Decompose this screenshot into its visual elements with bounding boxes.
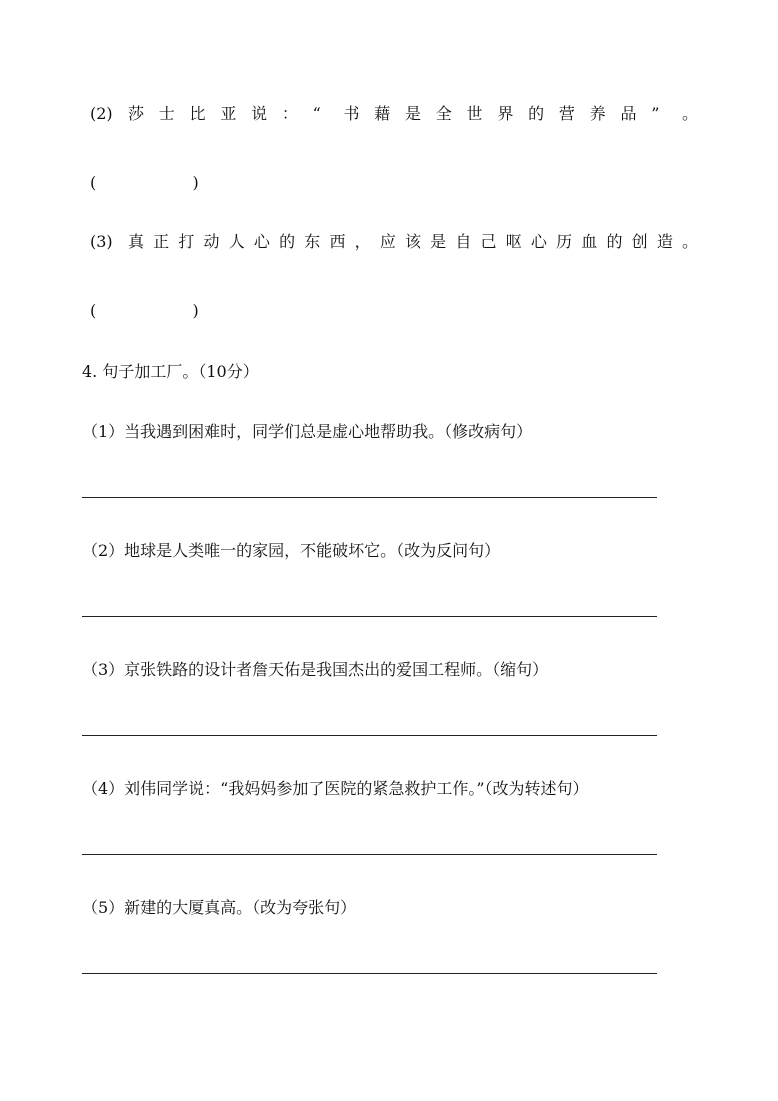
answer-line-4[interactable] [82, 854, 657, 855]
sentence-char: 是 [405, 104, 422, 123]
sentence-char: 是 [430, 232, 447, 251]
sentence-char: 真 [128, 232, 145, 251]
sentence-char: 书 [343, 104, 360, 123]
sentence-char: ， [354, 232, 371, 251]
answer-line-1[interactable] [82, 497, 657, 498]
sentence-char: 世 [466, 104, 483, 123]
item-3-answer-blank [90, 301, 199, 321]
sentence-char: 历 [556, 232, 573, 251]
sentence-char: 西 [329, 232, 346, 251]
sentence-char: 应 [379, 232, 396, 251]
sentence-char: 藉 [374, 104, 391, 123]
sentence-char: 莎 [128, 104, 145, 123]
close-paren: ) [192, 301, 199, 320]
sentence-char: 心 [530, 232, 547, 251]
answer-line-2[interactable] [82, 616, 657, 617]
item-2-sentence [90, 104, 699, 124]
section-4-heading: 4. 句子加工厂。（10分） [82, 362, 259, 381]
sentence-char: 呕 [505, 232, 522, 251]
sentence-char: 的 [279, 232, 296, 251]
item-2-answer-blank [90, 173, 199, 193]
sentence-char: 血 [581, 232, 598, 251]
close-paren: ) [192, 173, 199, 192]
question-3: （3）京张铁路的设计者詹天佑是我国杰出的爱国工程师。（缩句） [82, 660, 549, 679]
sentence-char: 的 [528, 104, 545, 123]
item-2-number: (2) [90, 104, 113, 123]
sentence-char: 说 [251, 104, 268, 123]
question-5: （5）新建的大厦真高。（改为夸张句） [82, 898, 357, 917]
sentence-char: 己 [480, 232, 497, 251]
sentence-char: 品 [620, 104, 637, 123]
open-paren: ( [90, 173, 97, 192]
sentence-char: 心 [253, 232, 270, 251]
question-1: （1）当我遇到困难时，同学们总是虚心地帮助我。（修改病句） [82, 422, 533, 441]
sentence-char: 营 [558, 104, 575, 123]
sentence-char: 士 [158, 104, 175, 123]
sentence-char: 人 [228, 232, 245, 251]
sentence-char: 打 [178, 232, 195, 251]
sentence-char: 界 [497, 104, 514, 123]
sentence-char: 动 [203, 232, 220, 251]
sentence-char: 创 [631, 232, 648, 251]
sentence-char: 比 [189, 104, 206, 123]
sentence-char: ： [281, 104, 298, 123]
sentence-char: 。 [682, 104, 699, 123]
sentence-char: 自 [455, 232, 472, 251]
item-3-sentence [90, 232, 699, 252]
sentence-char: “ [312, 104, 321, 123]
sentence-char: 正 [153, 232, 170, 251]
question-4: （4）刘伟同学说：“我妈妈参加了医院的紧急救护工作。”（改为转述句） [82, 779, 589, 798]
sentence-char: 的 [606, 232, 623, 251]
question-2: （2）地球是人类唯一的家园，不能破坏它。（改为反问句） [82, 541, 501, 560]
sentence-char: 。 [682, 232, 699, 251]
sentence-char: 造 [656, 232, 673, 251]
item-3-number: (3) [90, 232, 113, 251]
sentence-char: 该 [405, 232, 422, 251]
sentence-char: 养 [589, 104, 606, 123]
open-paren: ( [90, 301, 97, 320]
answer-line-3[interactable] [82, 735, 657, 736]
sentence-char: ” [651, 104, 660, 123]
sentence-char: 亚 [220, 104, 237, 123]
answer-line-5[interactable] [82, 973, 657, 974]
sentence-char: 全 [435, 104, 452, 123]
sentence-char: 东 [304, 232, 321, 251]
